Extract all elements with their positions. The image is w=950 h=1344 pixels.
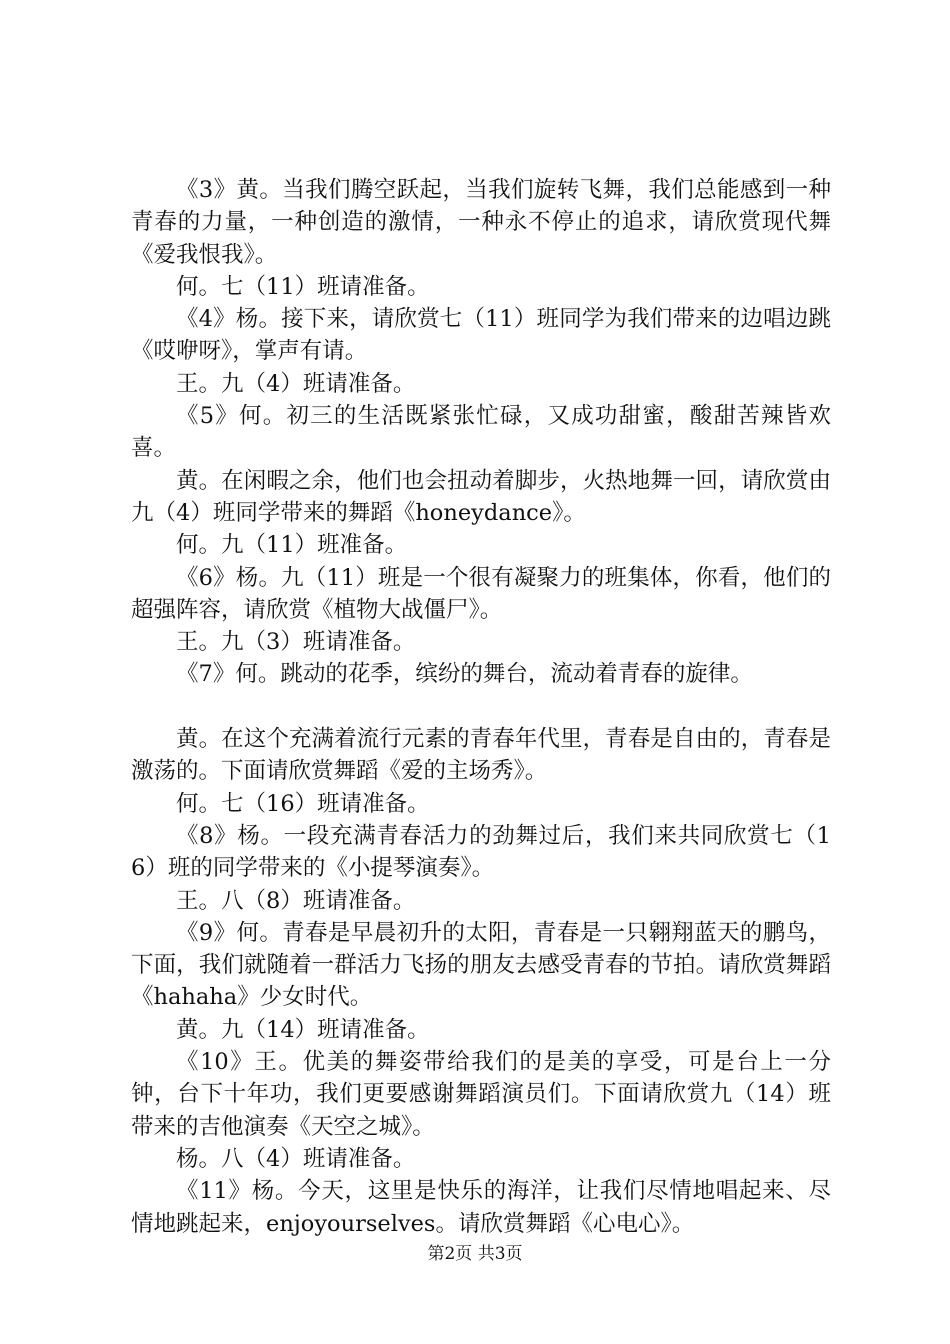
paragraph-9-intro: 《9》何。青春是早晨初升的太阳，青春是一只翱翔蓝天的鹏鸟，下面，我们就随着一群活力飞扬的朋友去感受青春的节拍。请欣赏舞蹈《hahaha》少女时代。 xyxy=(131,919,831,1011)
paragraph-4-intro: 《4》杨。接下来，请欣赏七（11）班同学为我们带来的边唱边跳《哎咿呀》，掌声有请。 xyxy=(131,306,831,365)
paragraph-7-intro: 《7》何。跳动的花季，缤纷的舞台，流动着青春的旋律。 xyxy=(176,661,753,688)
paragraph-3-prepare: 何。七（11）班请准备。 xyxy=(176,273,430,300)
paragraph-5-detail: 黄。在闲暇之余，他们也会扭动着脚步，火热地舞一回，请欣赏由九（4）班同学带来的舞蹈《honeydance》。 xyxy=(131,467,831,526)
paragraph-10-prepare: 杨。八（4）班请准备。 xyxy=(176,1145,416,1172)
paragraph-8-intro: 《8》杨。一段充满青春活力的劲舞过后，我们来共同欣赏七（16）班的同学带来的《小提琴演奏》。 xyxy=(131,822,831,882)
page-footer: 第2页 共3页 xyxy=(427,1244,523,1264)
paragraph-8-prepare: 王。八（8）班请准备。 xyxy=(176,887,416,914)
paragraph-9-prepare: 黄。九（14）班请准备。 xyxy=(176,1016,430,1043)
paragraph-5-prepare: 何。九（11）班准备。 xyxy=(176,532,408,559)
paragraph-5-intro: 《5》何。初三的生活既紧张忙碌，又成功甜蜜，酸甜苦辣皆欢喜。 xyxy=(131,403,831,462)
paragraph-6-prepare: 王。九（3）班请准备。 xyxy=(176,629,416,656)
paragraph-7-detail: 黄。在这个充满着流行元素的青春年代里，青春是自由的，青春是激荡的。下面请欣赏舞蹈《爱的主场秀》。 xyxy=(131,726,831,785)
paragraph-7-prepare: 何。七（16）班请准备。 xyxy=(176,790,430,817)
paragraph-6-intro: 《6》杨。九（11）班是一个很有凝聚力的班集体，你看，他们的超强阵容，请欣赏《植物大战僵尸》。 xyxy=(131,564,831,623)
blank-line xyxy=(131,691,831,723)
paragraph-11-intro: 《11》杨。今天，这里是快乐的海洋，让我们尽情地唱起来、尽情地跳起来，enjoyourselves。请欣赏舞蹈《心电心》。 xyxy=(131,1178,831,1237)
paragraph-3-intro: 《3》黄。当我们腾空跃起，当我们旋转飞舞，我们总能感到一种青春的力量，一种创造的激情，一种永不停止的追求，请欣赏现代舞《爱我恨我》。 xyxy=(131,177,831,268)
document-body xyxy=(131,174,831,1240)
paragraph-10-intro: 《10》王。优美的舞姿带给我们的是美的享受，可是台上一分钟，台下十年功，我们更要感谢舞蹈演员们。下面请欣赏九（14）班带来的吉他演奏《天空之城》。 xyxy=(131,1049,831,1140)
paragraph-4-prepare: 王。九（4）班请准备。 xyxy=(176,370,416,397)
